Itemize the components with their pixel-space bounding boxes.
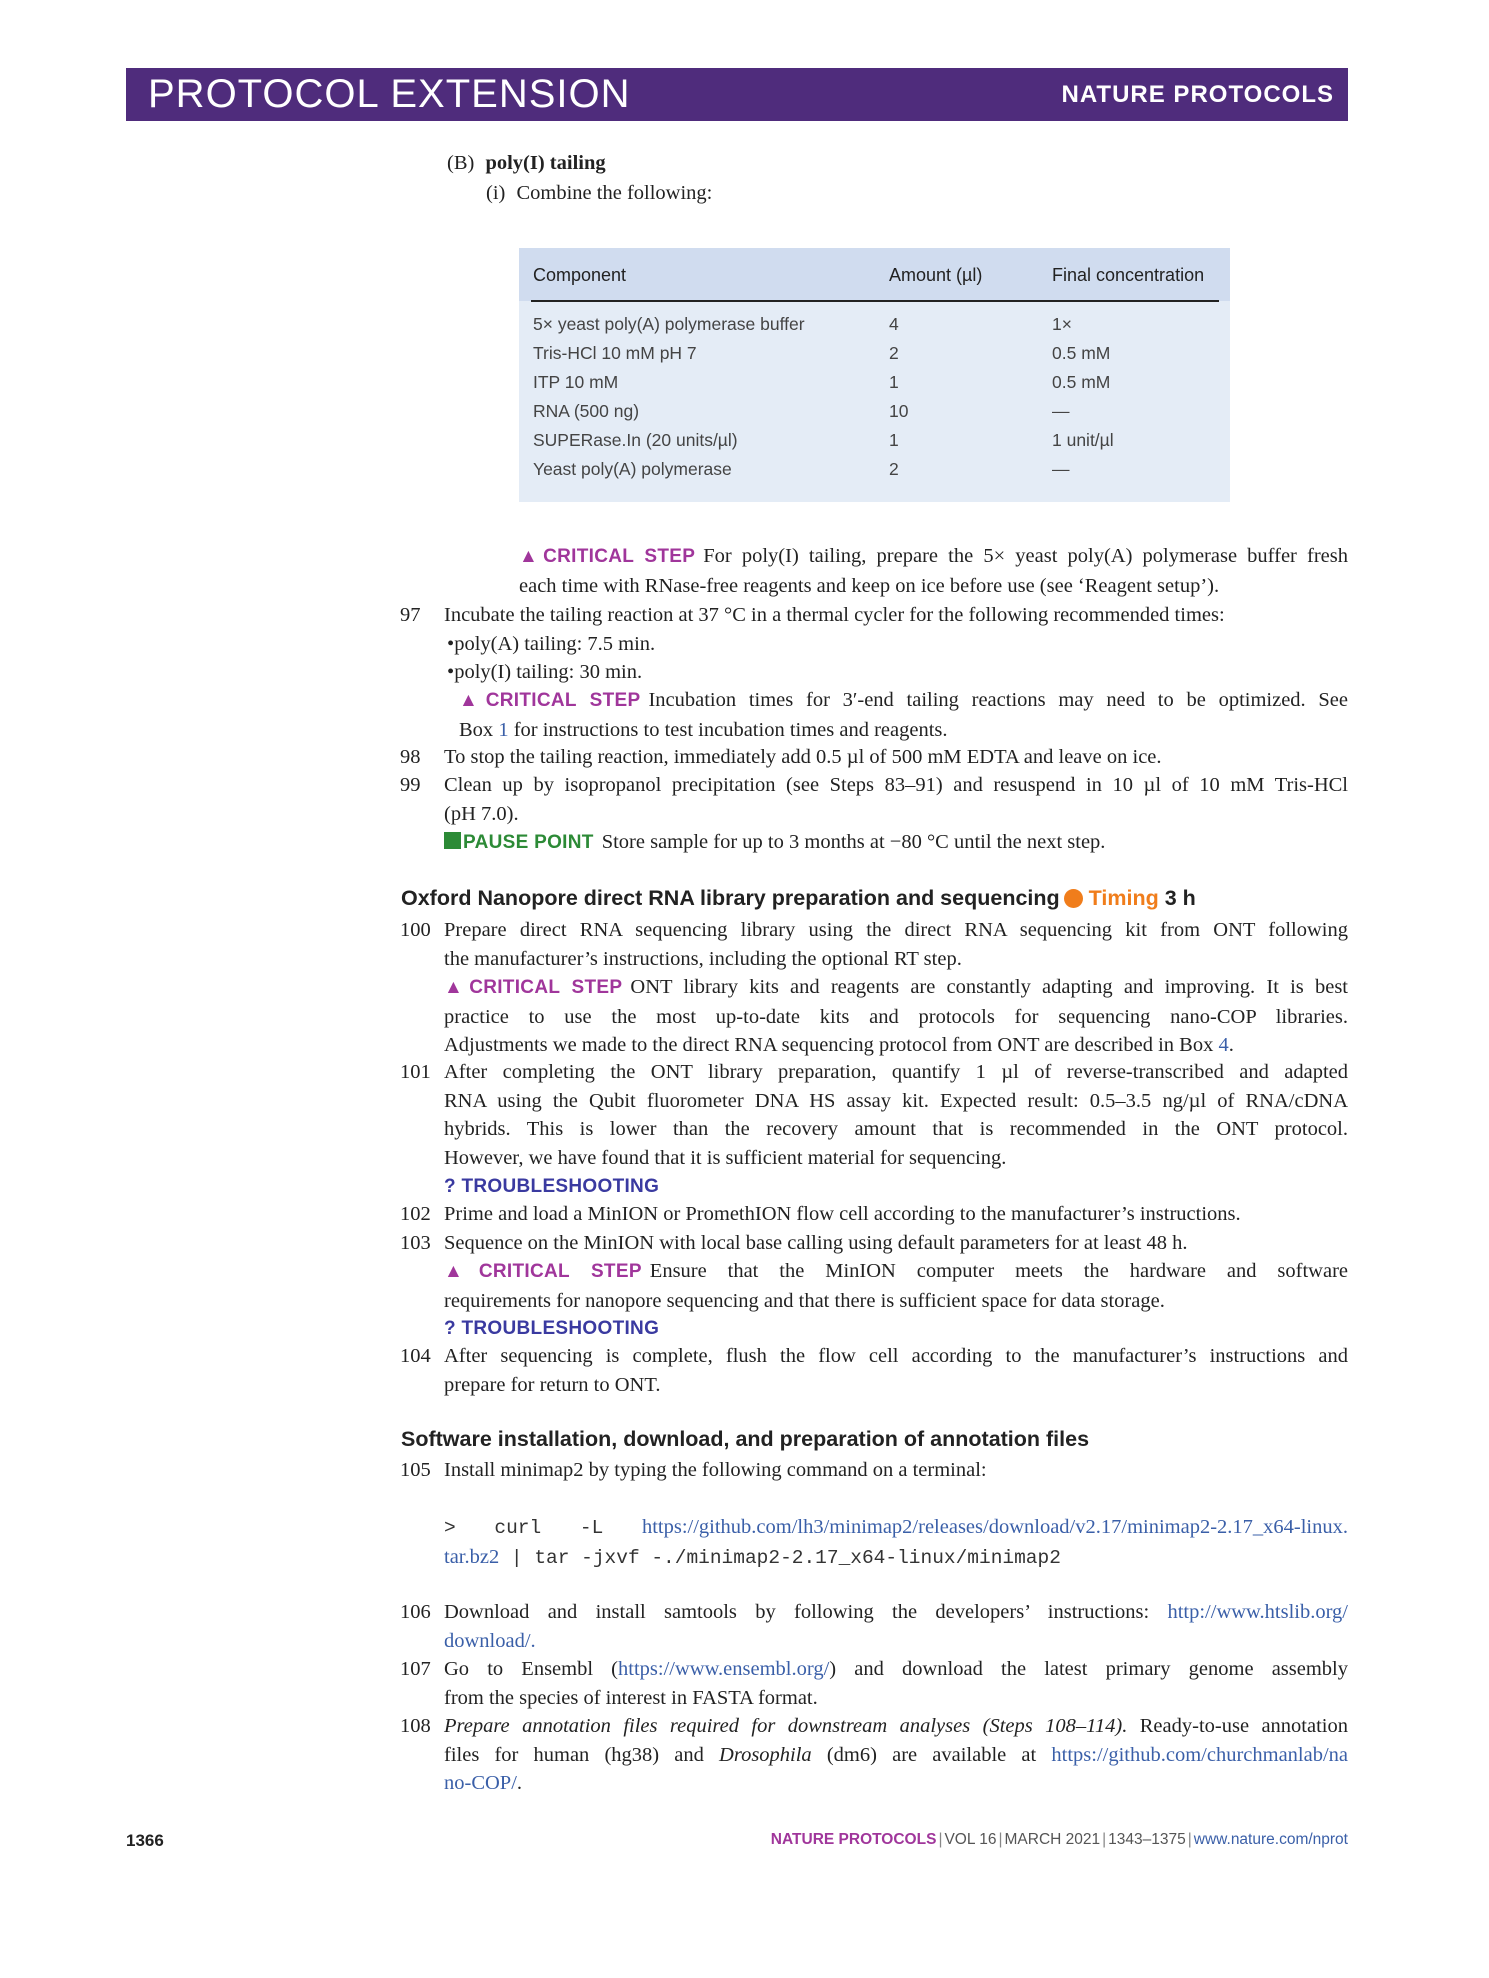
step-text-line: After completing the ONT library preparation, quantify 1 µl of reverse-transcribed and adapted [444, 1061, 1348, 1083]
table-cell: Yeast poly(A) polymerase [533, 459, 732, 479]
critical-step-label: CRITICAL STEP [478, 1261, 642, 1282]
section-heading-ont [401, 886, 1196, 911]
step-number: 102 [400, 1203, 431, 1225]
step-text: Ready-to-use annotation [1127, 1715, 1348, 1737]
troubleshooting-label[interactable]: ? TROUBLESHOOTING [444, 1176, 660, 1197]
journal-name: NATURE PROTOCOLS [1061, 81, 1334, 108]
critical-text: For poly(I) tailing, prepare the 5× yeast poly(A) polymerase buffer fresh [703, 545, 1348, 567]
critical-text: Incubation times for 3′-end tailing reactions may need to be optimized. See [648, 689, 1348, 711]
critical-text: ONT library kits and reagents are constantly adapting and improving. It is best [630, 976, 1348, 998]
table-header-row [519, 248, 1230, 301]
pause-text: Store sample for up to 3 months at −80 °C until the next step. [601, 831, 1106, 853]
table-cell: 0.5 mM [1052, 372, 1111, 392]
table-header-rule [531, 300, 1219, 302]
footer-citation: NATURE PROTOCOLS | VOL 16 | MARCH 2021 | 1343–1375 | www.nature.com/nprot [770, 1831, 1348, 1848]
pause-point-label: PAUSE POINT [463, 832, 594, 853]
critical-step-label: CRITICAL STEP [485, 690, 641, 711]
step-101-text [444, 1058, 1348, 1172]
minimap2-link[interactable]: tar.bz2 [444, 1545, 500, 1568]
critical-step-label: CRITICAL STEP [543, 546, 696, 567]
step-number: 100 [400, 919, 431, 941]
timing-label: Timing [1088, 886, 1159, 910]
critical-text: Ensure that the MinION computer meets the hardware and software [649, 1260, 1348, 1282]
box-link[interactable]: 4 [1218, 1034, 1229, 1056]
step-108-text [444, 1712, 1348, 1798]
step-number: 105 [400, 1459, 431, 1481]
critical-text: . [1228, 1034, 1234, 1056]
footer-pages: 1343–1375 [1108, 1831, 1186, 1848]
step-number: 104 [400, 1345, 431, 1367]
list-item [447, 630, 655, 658]
timing-clock-icon [1064, 889, 1083, 908]
step-text-line: After sequencing is complete, flush the flow cell according to the manufacturer’s instructions and [444, 1345, 1348, 1367]
htslib-link[interactable]: http://www.htslib.org/ [1167, 1601, 1348, 1623]
nano-cop-link[interactable]: https://github.com/churchmanlab/na [1051, 1743, 1349, 1766]
ensembl-link[interactable]: https://www.ensembl.org/ [618, 1658, 830, 1680]
step-text: Go to Ensembl ( [444, 1658, 619, 1680]
troubleshooting-101[interactable] [444, 1172, 659, 1201]
step-text-line: RNA using the Qubit fluorometer DNA HS assay kit. Expected result: 0.5–3.5 ng/µl of RNA/cDNA [444, 1089, 1348, 1112]
table-cell: 1 [889, 372, 899, 392]
table-cell: — [1052, 401, 1070, 421]
poly-i-sub-text: Combine the following: [516, 182, 713, 204]
step-text-line: prepare for return to ONT. [444, 1373, 661, 1396]
table-cell: ITP 10 mM [533, 372, 619, 392]
timing-value: 3 h [1164, 886, 1196, 910]
step-number: 98 [400, 746, 421, 768]
critical-text: requirements for nanopore sequencing and that there is sufficient space for data storage. [444, 1289, 1165, 1312]
bullet: • [447, 661, 455, 683]
step-number: 108 [400, 1715, 431, 1737]
step-102-text: Prime and load a MinION or PromethION flow cell according to the manufacturer’s instructions. [444, 1203, 1241, 1225]
bullet-text: poly(A) tailing: 7.5 min. [454, 633, 656, 655]
critical-step-97 [459, 686, 1348, 744]
step-number: 97 [400, 604, 421, 626]
step-number: 103 [400, 1232, 431, 1254]
step-107-text [444, 1655, 1348, 1712]
section-label: PROTOCOL EXTENSION [148, 72, 631, 116]
table-cell: 5× yeast poly(A) polymerase buffer [533, 314, 805, 334]
table-cell: Tris-HCl 10 mM pH 7 [533, 343, 697, 363]
species-name: Drosophila [719, 1743, 812, 1766]
critical-icon: ▲ [459, 690, 486, 711]
critical-step-poly-i [519, 542, 1348, 600]
step-104-text [444, 1342, 1348, 1399]
table-cell: 0.5 mM [1052, 343, 1111, 363]
step-text-line: from the species of interest in FASTA format. [444, 1686, 818, 1709]
table-cell: 1 [889, 430, 899, 450]
table-cell: — [1052, 459, 1070, 479]
step-text-line: the manufacturer’s instructions, including the optional RT step. [444, 947, 962, 970]
step-italic-text: Prepare annotation files required for downstream analyses (Steps 108–114). [444, 1715, 1128, 1737]
step-99-text [444, 771, 1348, 828]
table-cell: 4 [889, 314, 899, 334]
poly-i-label: (B) [447, 152, 475, 174]
troubleshooting-103[interactable] [444, 1314, 659, 1343]
poly-i-heading [447, 149, 606, 177]
critical-step-100 [444, 973, 1348, 1060]
footer-volume: VOL 16 [944, 1831, 997, 1848]
bullet-text: poly(I) tailing: 30 min. [454, 661, 643, 683]
table-cell: 2 [889, 343, 899, 363]
step-98-text: To stop the tailing reaction, immediately add 0.5 µl of 500 mM EDTA and leave on ice. [444, 746, 1162, 768]
header-banner [126, 68, 1348, 121]
pause-point [444, 828, 1105, 857]
table-cell: 1× [1052, 314, 1072, 334]
step-number: 101 [400, 1061, 431, 1083]
step-103-text: Sequence on the MinION with local base calling using default parameters for at least 48 h. [444, 1232, 1188, 1254]
critical-text: each time with RNase-free reagents and keep on ice before use (see ‘Reagent setup’). [519, 574, 1220, 597]
footer-url-link[interactable]: www.nature.com/nprot [1193, 1831, 1348, 1848]
critical-text: Box [459, 718, 499, 741]
footer-date: MARCH 2021 [1004, 1831, 1101, 1848]
box-link[interactable]: 1 [498, 718, 509, 741]
critical-text: for instructions to test incubation times and reagents. [508, 718, 948, 741]
step-text: . [516, 1772, 523, 1794]
troubleshooting-label[interactable]: ? TROUBLESHOOTING [444, 1318, 660, 1339]
step-number: 106 [400, 1601, 431, 1623]
step-106-text [444, 1598, 1348, 1655]
step-text-line: However, we have found that it is sufficient material for sequencing. [444, 1146, 1007, 1169]
table-header-component: Component [533, 265, 627, 285]
critical-step-label: CRITICAL STEP [469, 977, 623, 998]
critical-icon: ▲ [444, 1261, 479, 1282]
step-text: files for human (hg38) and [444, 1743, 720, 1766]
step-number: 99 [400, 774, 421, 796]
list-item [447, 658, 642, 686]
critical-text: Adjustments we made to the direct RNA sequencing protocol from ONT are described in Box [444, 1034, 1219, 1056]
table-cell: SUPERase.In (20 units/µl) [533, 430, 738, 450]
table-header-amount: Amount (µl) [889, 265, 983, 285]
nano-cop-link[interactable]: no-COP/ [444, 1772, 517, 1794]
step-text: Download and install samtools by following the developers’ instructions: [444, 1601, 1168, 1623]
command-text: | tar -jxvf -./minimap2-2.17_x64-linux/minimap2 [499, 1546, 1061, 1569]
htslib-link[interactable]: download/. [444, 1629, 536, 1652]
step-text-line: Clean up by isopropanol precipitation (see Steps 83–91) and resuspend in 10 µl of 10 mM Tris-HCl [444, 774, 1348, 796]
step-text-line: (pH 7.0). [444, 802, 519, 825]
critical-text: practice to use the most up-to-date kits and protocols for sequencing nano-COP libraries. [444, 1005, 1348, 1028]
table-header-final: Final concentration [1052, 265, 1205, 285]
step-97-text: Incubate the tailing reaction at 37 °C in a thermal cycler for the following recommended times: [444, 604, 1225, 626]
terminal-command [444, 1513, 1348, 1572]
table-cell: 1 unit/µl [1052, 430, 1114, 450]
poly-i-sub [486, 179, 712, 207]
step-105-text: Install minimap2 by typing the following command on a terminal: [444, 1459, 987, 1481]
table-cell: 10 [889, 401, 909, 421]
step-text-line: hybrids. This is lower than the recovery amount that is recommended in the ONT protocol. [444, 1118, 1348, 1140]
pause-square-icon [444, 832, 461, 849]
poly-i-title: poly(I) tailing [485, 152, 606, 174]
critical-step-103 [444, 1257, 1348, 1315]
table-cell: 2 [889, 459, 899, 479]
minimap2-link[interactable]: https://github.com/lh3/minimap2/releases/download/v2.17/minimap2-2.17_x64-linux. [641, 1516, 1348, 1538]
bullet: • [447, 633, 455, 655]
reagent-table [519, 248, 1230, 502]
table-cell: RNA (500 ng) [533, 401, 640, 421]
step-100-text [444, 916, 1348, 973]
step-text: (dm6) are available at [811, 1743, 1052, 1766]
page-number: 1366 [126, 1831, 164, 1850]
step-number: 107 [400, 1658, 431, 1680]
command-text: > curl -L [444, 1517, 642, 1539]
section-heading-software: Software installation, download, and preparation of annotation files [401, 1427, 1090, 1451]
step-text: ) and download the latest primary genome assembly [829, 1658, 1348, 1680]
step-text-line: Prepare direct RNA sequencing library using the direct RNA sequencing kit from ONT following [444, 919, 1348, 941]
critical-icon: ▲ [444, 977, 470, 998]
critical-icon: ▲ [519, 546, 544, 567]
footer-journal: NATURE PROTOCOLS [770, 1831, 937, 1848]
poly-i-sub-label: (i) [486, 182, 506, 204]
section-title: Oxford Nanopore direct RNA library preparation and sequencing [401, 886, 1060, 910]
